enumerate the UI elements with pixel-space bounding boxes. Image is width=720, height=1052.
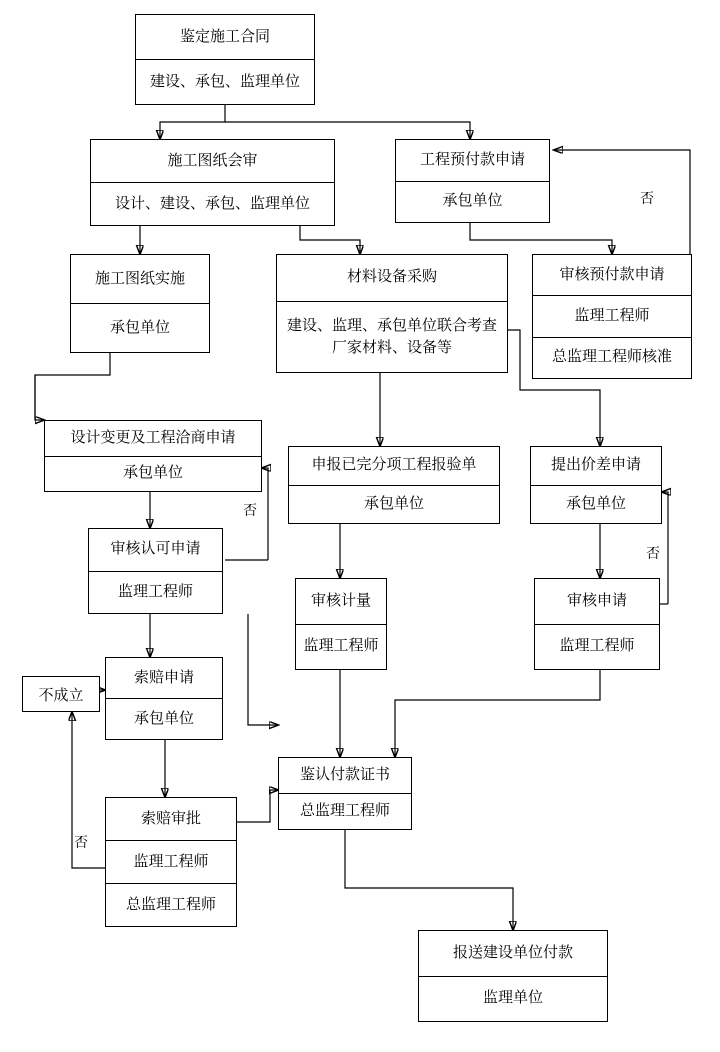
edge-label-no-2: 否 xyxy=(243,502,257,518)
node-material-procurement xyxy=(276,254,508,373)
node-subtitle: 承包单位 xyxy=(45,456,261,492)
node-title: 鉴定施工合同 xyxy=(179,27,270,45)
node-measurement-review xyxy=(295,578,387,670)
node-payment-certificate xyxy=(278,757,412,830)
node-subtitle: 承包单位 xyxy=(396,181,549,223)
node-title: 施工图纸实施 xyxy=(94,269,185,287)
node-subtitle: 建设、承包、监理单位 xyxy=(136,59,314,104)
node-claim-approval xyxy=(105,797,237,927)
node-title: 申报已完分项工程报验单 xyxy=(311,456,477,474)
node-title: 审核预付款申请 xyxy=(559,265,665,283)
node-subtitle: 监理工程师 xyxy=(535,624,659,670)
node-subtitle: 承包单位 xyxy=(71,303,209,352)
node-contract-confirm xyxy=(135,14,315,105)
node-title: 审核认可申请 xyxy=(110,540,201,558)
node-price-difference-application xyxy=(530,446,662,524)
node-approval-review xyxy=(88,528,223,614)
node-subtitle: 设计、建设、承包、监理单位 xyxy=(91,182,334,225)
node-application-review xyxy=(534,578,660,670)
node-design-change-application xyxy=(44,420,262,492)
node-title: 不成立 xyxy=(38,686,84,704)
node-subtitle: 承包单位 xyxy=(531,485,661,524)
node-title: 施工图纸会审 xyxy=(167,151,258,169)
node-subtitle: 监理单位 xyxy=(419,976,607,1022)
node-title: 设计变更及工程洽商申请 xyxy=(70,428,236,446)
node-title: 鉴认付款证书 xyxy=(299,766,390,784)
edge-label-no-3: 否 xyxy=(646,545,660,561)
node-claim-rejected xyxy=(22,676,100,712)
node-subtitle: 总监理工程师 xyxy=(279,793,411,829)
node-title: 审核申请 xyxy=(566,591,627,609)
node-drawing-implementation xyxy=(70,254,210,353)
node-title: 索赔审批 xyxy=(140,809,201,827)
node-role-1: 监理工程师 xyxy=(106,840,236,883)
node-subtitle: 承包单位 xyxy=(106,698,222,739)
node-role-2: 总监理工程师 xyxy=(106,883,236,926)
node-title: 提出价差申请 xyxy=(550,456,641,474)
node-role-1: 监理工程师 xyxy=(533,295,691,336)
node-subtitle: 监理工程师 xyxy=(89,571,222,614)
node-title: 报送建设单位付款 xyxy=(452,943,573,961)
node-prepayment-application xyxy=(395,139,550,223)
edge-label-no-1: 否 xyxy=(640,190,654,206)
node-title: 工程预付款申请 xyxy=(419,150,525,168)
node-title: 材料设备采购 xyxy=(346,268,437,286)
node-subtitle: 建设、监理、承包单位联合考查厂家材料、设备等 xyxy=(277,301,507,372)
node-subtitle: 监理工程师 xyxy=(296,624,386,670)
node-title: 索赔申请 xyxy=(133,668,194,686)
node-subtitle: 承包单位 xyxy=(289,485,499,524)
node-title: 审核计量 xyxy=(310,591,371,609)
node-claim-application xyxy=(105,657,223,740)
edge-label-no-4: 否 xyxy=(74,834,88,850)
node-drawing-review xyxy=(90,139,335,226)
node-role-2: 总监理工程师核准 xyxy=(533,337,691,378)
node-prepayment-review xyxy=(532,254,692,379)
node-completed-work-report xyxy=(288,446,500,524)
node-submit-to-owner xyxy=(418,930,608,1022)
